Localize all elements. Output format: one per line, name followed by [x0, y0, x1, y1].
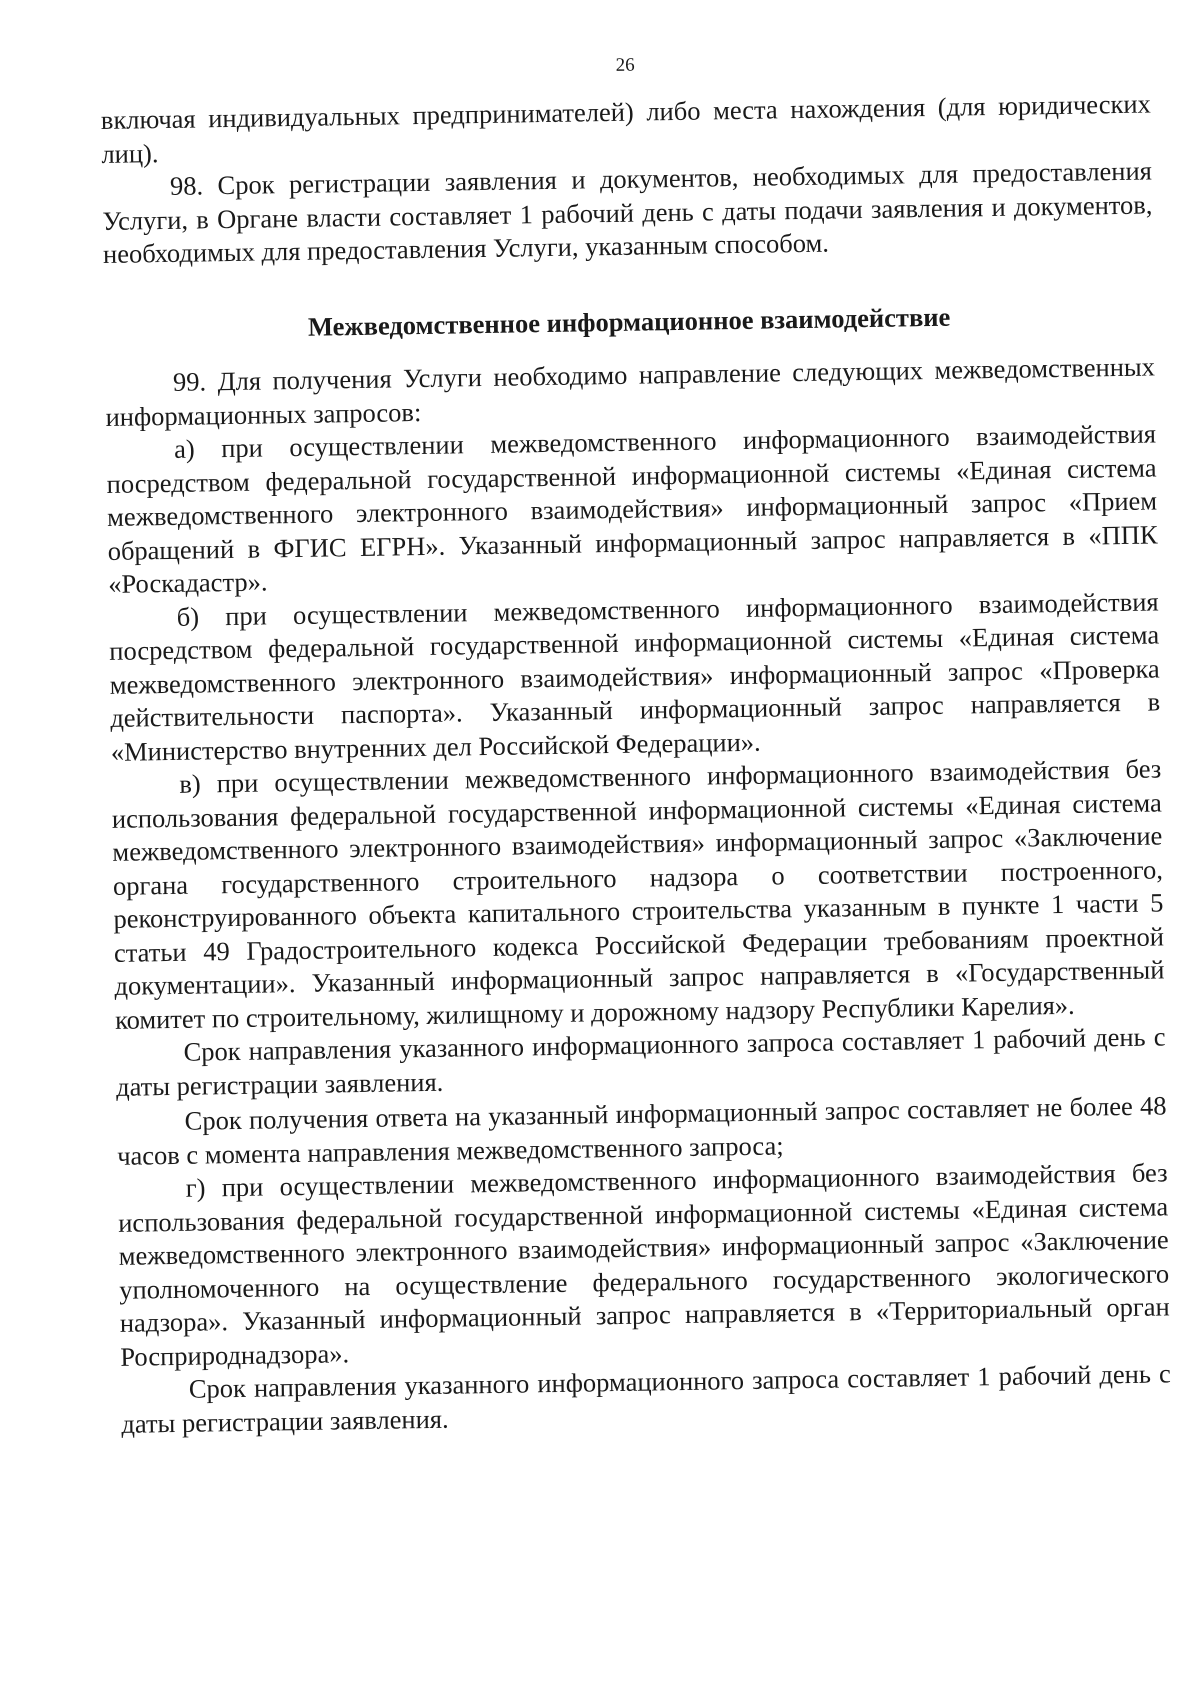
paragraph-98: 98. Срок регистрации заявления и документов, необходимых для предоставления Услуги, в Органе власти составляет 1 рабочий день с даты подачи заявления и документов, необходимых для предоставления Услуги, указанным способом.: [102, 155, 1153, 269]
paragraph-99-b: б) при осуществлении межведомственного информационного взаимодействия посредством федеральной государственной информационной системы «Единая система межведомственного электронного взаимодействия» информационный запрос «Проверка действительности паспорта». Указанный информационный запрос направляется в «Министерство внутренних дел Российской Федерации».: [109, 585, 1161, 767]
section-title: Межведомственное информационное взаимодействие: [307, 301, 951, 342]
paragraph-continuation: включая индивидуальных предпринимателей) либо места нахождения (для юридических лиц).: [100, 88, 1152, 169]
paragraph-99-v-deadline-send: Срок направления указанного информационного запроса составляет 1 рабочий день с даты регистрации заявления.: [115, 1021, 1166, 1102]
paragraph-99-g-deadline-send: Срок направления указанного информационного запроса составляет 1 рабочий день с даты регистрации заявления.: [121, 1358, 1171, 1439]
paragraph-99-a: а) при осуществлении межведомственного информационного взаимодействия посредством федеральной государственной информационной системы «Единая система межведомственного электронного взаимодействия» информационный запрос «Прием обращений в ФГИС ЕГРН». Указанный информационный запрос направляется в «ППК «Роскадастр».: [106, 418, 1158, 599]
paragraph-99-v-deadline-reply: Срок получения ответа на указанный информационный запрос составляет не более 48 часов с момента направления межведомственного запроса;: [116, 1090, 1167, 1171]
paragraph-99: 99. Для получения Услуги необходимо направление следующих межведомственных информационных запросов:: [105, 351, 1156, 432]
page-number: 26: [615, 54, 635, 76]
paragraph-99-v: в) при осуществлении межведомственного информационного взаимодействия без использования федеральной государственной информационной системы «Единая система межведомственного электронного взаимодействия» информационный запрос «Заключение органа государственного строительного надзора о соответствии построенного, реконструированного объекта капитального строительства указанным в пункте 1 части 5 статьи 49 Градостроительного кодекса Российской Федерации требованиям проектной документации». Указанный информационный запрос направляется в «Государственный комитет по строительному, жилищному и дорожному надзору Республики Карелия».: [111, 753, 1165, 1035]
document-sheet: [100, 46, 1172, 1441]
paragraph-99-g: г) при осуществлении межведомственного информационного взаимодействия без использования федеральной государственной информационной системы «Единая система межведомственного электронного взаимодействия» информационный запрос «Заключение уполномоченного на осуществление федерального государственного экологического надзора». Указанный информационный запрос направляется в «Территориальный орган Росприроднадзора».: [117, 1157, 1170, 1372]
